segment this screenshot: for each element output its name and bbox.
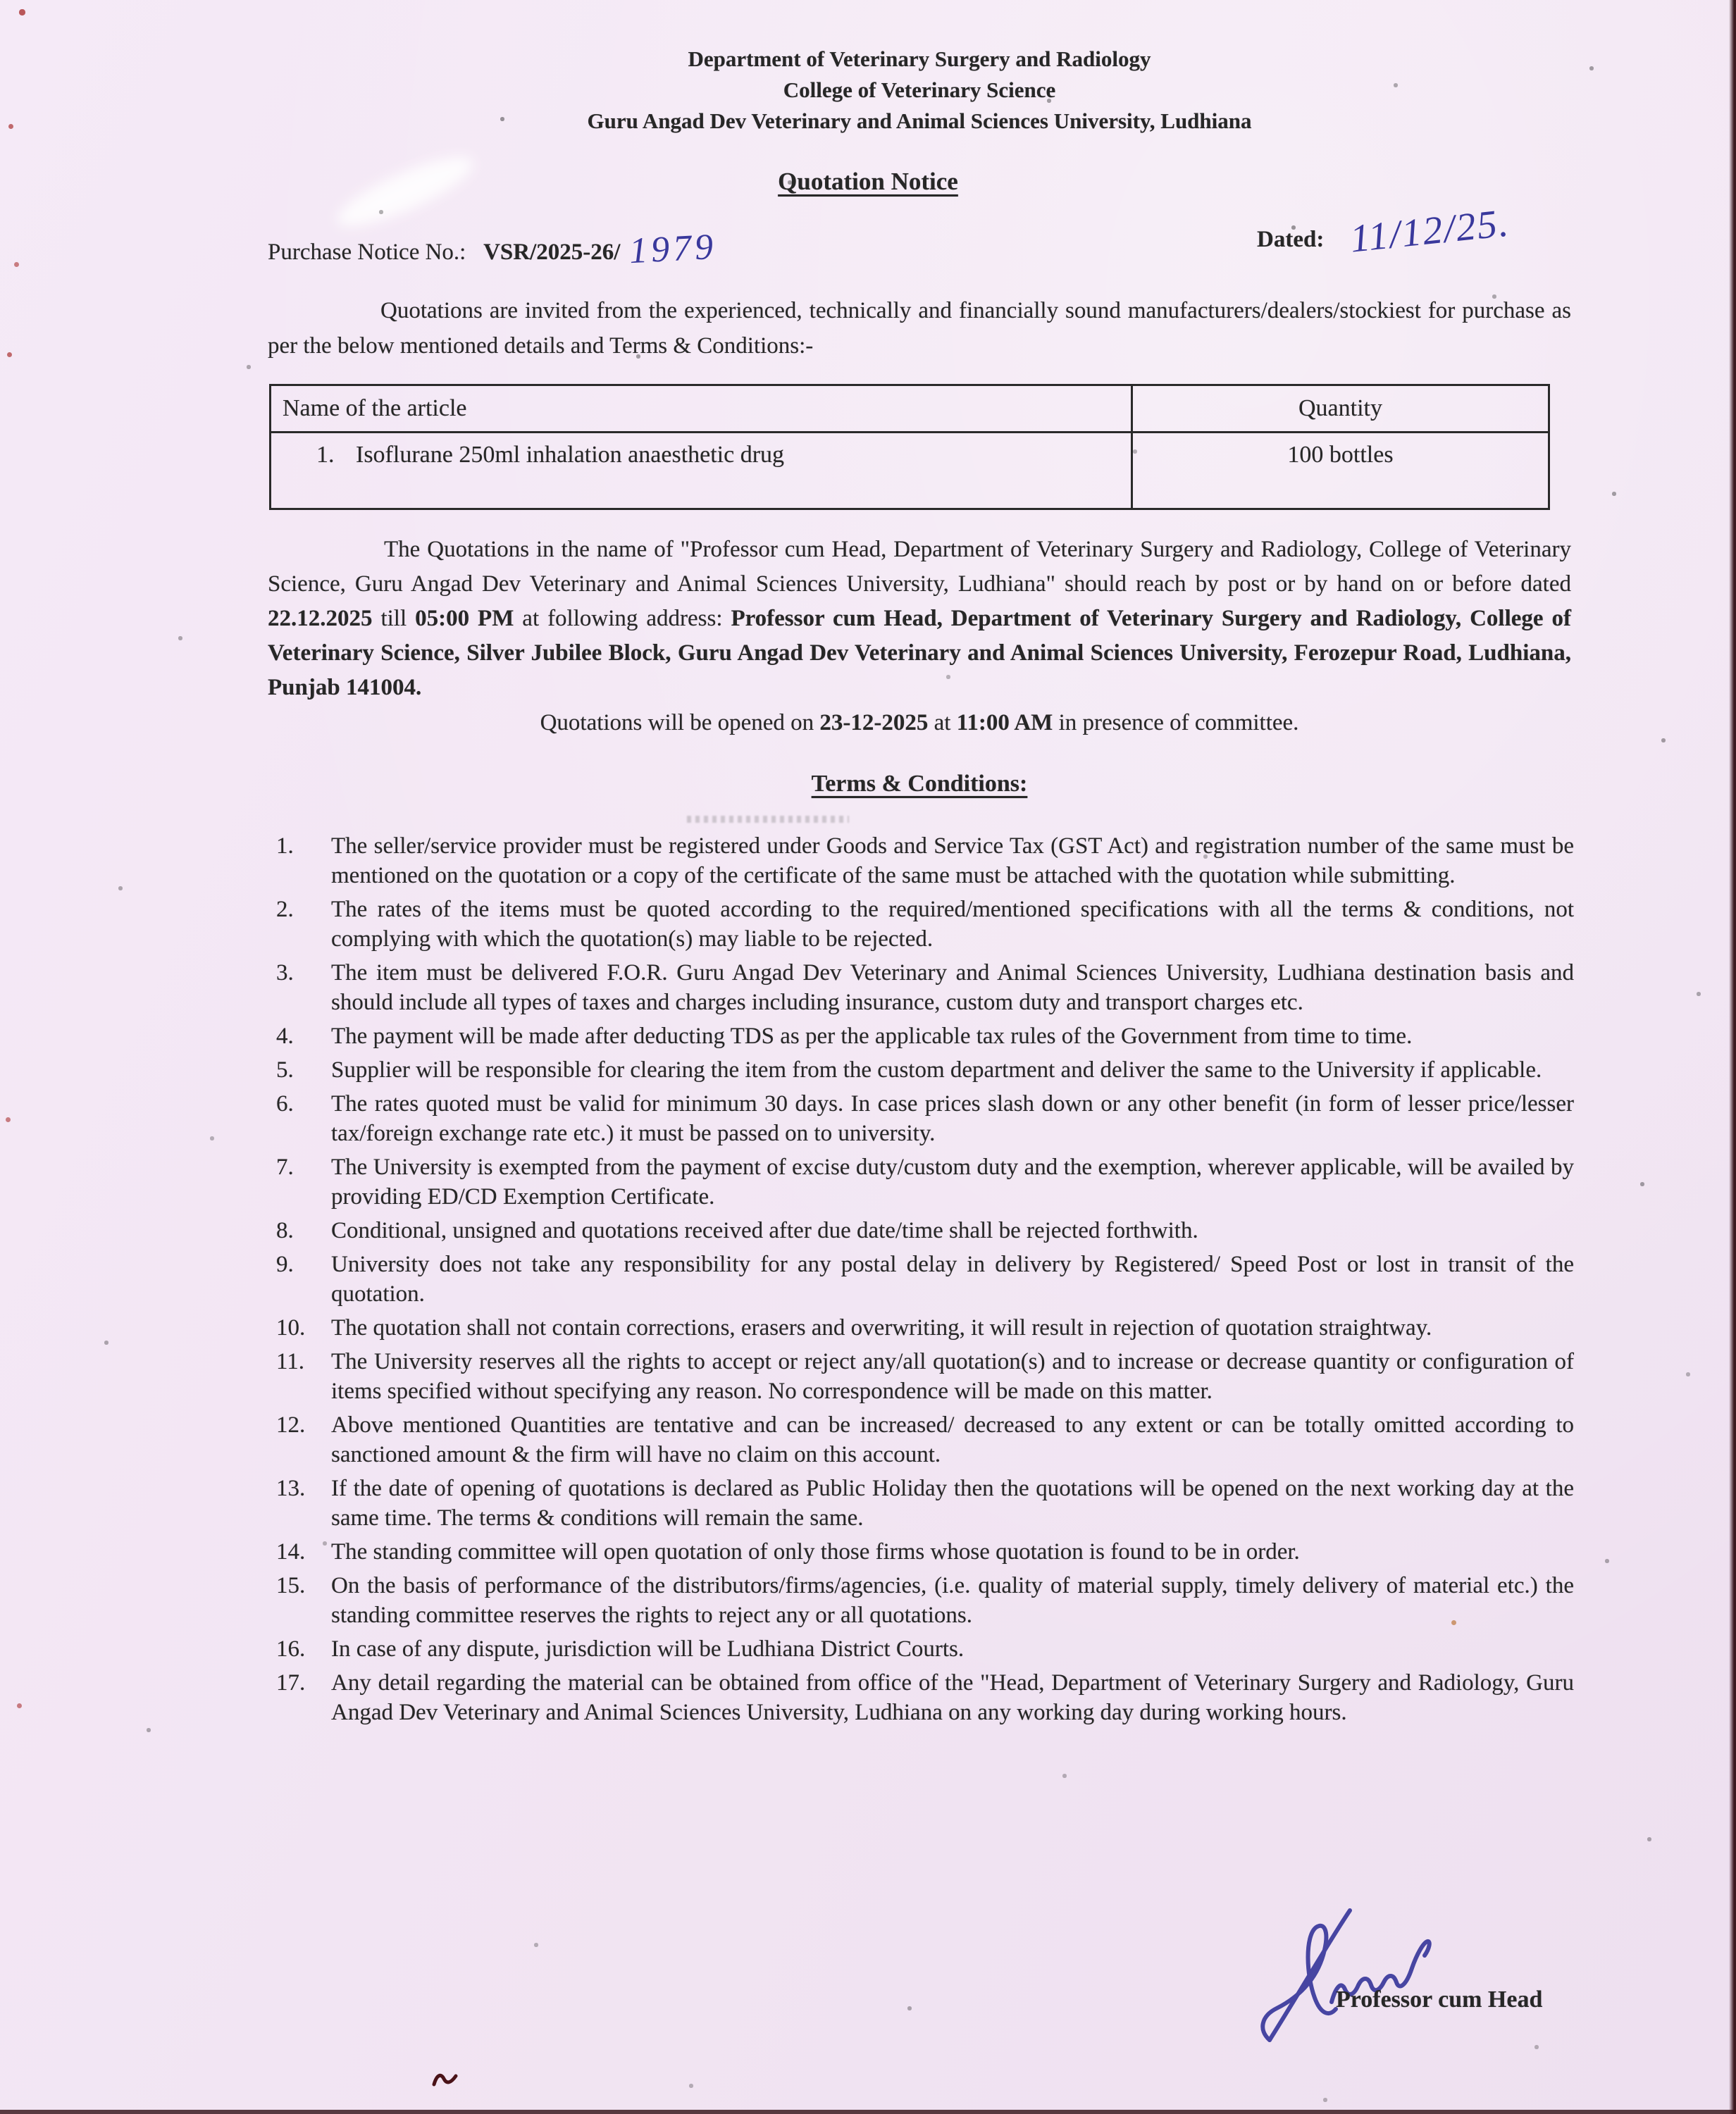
term-item bbox=[276, 895, 1574, 954]
term-text: The item must be delivered F.O.R. Guru Angad Dev Veterinary and Animal Sciences University, Ludhiana destination basis and should include all types of taxes and charges including insurance, custom duty and transport charges etc. bbox=[331, 960, 1574, 1015]
term-item bbox=[276, 1152, 1574, 1212]
term-item bbox=[276, 1347, 1574, 1406]
term-number: 1. bbox=[276, 833, 294, 859]
term-number: 3. bbox=[276, 960, 294, 986]
term-number: 9. bbox=[276, 1252, 294, 1277]
letterhead-department: Department of Veterinary Surgery and Radiology bbox=[688, 46, 1151, 71]
term-number: 12. bbox=[276, 1412, 306, 1438]
term-number: 8. bbox=[276, 1218, 294, 1243]
term-number: 13. bbox=[276, 1476, 306, 1501]
term-number: 6. bbox=[276, 1091, 294, 1117]
page-edge-right bbox=[1729, 0, 1736, 2114]
term-number: 2. bbox=[276, 897, 294, 922]
term-text: The seller/service provider must be registered under Goods and Service Tax (GST Act) and registration number of the same must be mentioned on the quotation or a copy of the certificate of the same must be attached with the quotation while submitting. bbox=[331, 833, 1574, 888]
submission-address: Professor cum Head, Department of Veterinary Surgery and Radiology, College of Veterinary Science, Silver Jubilee Block, Guru Angad Dev Veterinary and Animal Sciences University, Ferozepur Road, Ludhiana, Punjab 141004. bbox=[268, 606, 1571, 700]
term-text: The quotation shall not contain corrections, erasers and overwriting, it will result in rejection of quotation straightway. bbox=[331, 1315, 1432, 1341]
terms-heading: Terms & Conditions: bbox=[811, 771, 1028, 797]
term-text: The rates quoted must be valid for minimum 30 days. In case prices slash down or any other benefit (in form of lesser price/lesser tax/foreign exchange rate etc.) it must be passed on to university. bbox=[331, 1091, 1574, 1146]
intro-paragraph: Quotations are invited from the experienced, technically and financially sound manufacturers/dealers/stockiest for purchase as per the below mentioned details and Terms & Conditions:- bbox=[268, 298, 1571, 359]
submission-text: The Quotations in the name of "Professor cum Head, Department of Veterinary Surgery and Radiology, College of Veterinary Science, Guru Angad Dev Veterinary and Animal Sciences University, Ludhiana" should reach by post or by hand on or before dated bbox=[268, 537, 1571, 597]
bottom-ink-mark bbox=[431, 2070, 461, 2089]
dated-handwritten: 11/12/25. bbox=[1348, 201, 1512, 261]
opening-date: 23-12-2025 bbox=[819, 710, 929, 735]
term-number: 10. bbox=[276, 1315, 306, 1341]
term-number: 17. bbox=[276, 1670, 306, 1696]
term-text: Supplier will be responsible for clearing the item from the custom department and deliver the same to the University if applicable. bbox=[331, 1057, 1542, 1083]
article-quantity: 100 bottles bbox=[1132, 433, 1549, 509]
table-header-quantity: Quantity bbox=[1132, 385, 1549, 433]
term-item bbox=[276, 958, 1574, 1017]
term-item bbox=[276, 1021, 1574, 1051]
letterhead-university: Guru Angad Dev Veterinary and Animal Sciences University, Ludhiana bbox=[587, 108, 1252, 133]
submission-deadline-date: 22.12.2025 bbox=[268, 606, 373, 631]
purchase-notice-label: Purchase Notice No.: bbox=[268, 240, 466, 265]
term-text: If the date of opening of quotations is declared as Public Holiday then the quotations will be opened on the next working day at the same time. The terms & conditions will remain the same. bbox=[331, 1476, 1574, 1531]
term-item bbox=[276, 1668, 1574, 1727]
term-item bbox=[276, 1571, 1574, 1630]
signatory-title: Professor cum Head bbox=[1336, 1986, 1543, 2013]
term-text: The standing committee will open quotation of only those firms whose quotation is found to be in order. bbox=[331, 1539, 1300, 1565]
dated-label: Dated: bbox=[1257, 227, 1325, 252]
term-text: Above mentioned Quantities are tentative and can be increased/ decreased to any extent or can be totally omitted according to sanctioned amount & the firm will have no claim on this account. bbox=[331, 1412, 1574, 1467]
article-name: Isoflurane 250ml inhalation anaesthetic drug bbox=[356, 442, 785, 468]
term-item bbox=[276, 1250, 1574, 1309]
term-item bbox=[276, 1089, 1574, 1148]
term-number: 5. bbox=[276, 1057, 294, 1083]
term-item bbox=[276, 1410, 1574, 1469]
term-text: University does not take any responsibility for any postal delay in delivery by Registered/ Speed Post or lost in transit of the quotation. bbox=[331, 1252, 1574, 1307]
term-item bbox=[276, 1055, 1574, 1085]
term-item bbox=[276, 1474, 1574, 1533]
term-text: The rates of the items must be quoted according to the required/mentioned specifications with all the terms & conditions, not complying with which the quotation(s) may liable to be rejected. bbox=[331, 897, 1574, 952]
signature-ink bbox=[1246, 1898, 1457, 2053]
term-item bbox=[276, 831, 1574, 890]
article-serial: 1. bbox=[316, 442, 335, 468]
term-number: 4. bbox=[276, 1024, 294, 1049]
term-item bbox=[276, 1634, 1574, 1664]
term-text: The University is exempted from the payment of excise duty/custom duty and the exemption, wherever applicable, will be availed by providing ED/CD Exemption Certificate. bbox=[331, 1155, 1574, 1210]
term-text: In case of any dispute, jurisdiction will be Ludhiana District Courts. bbox=[331, 1636, 965, 1662]
submission-paragraph: The Quotations in the name of "Professor cum Head, Department of Veterinary Surgery and Radiology, College of Veterinary Science, Guru Angad Dev Veterinary and Animal Sciences University, Ludhiana" should reach by post or by hand on or before dated 22.12.2025 till 05:00 PM at following address: Professor cum Head, Department of Veterinary Surgery and Radiology, College of Veterinary Science, Silver Jubilee Block, Guru Angad Dev Veterinary and Animal Sciences University, Ferozepur Road, Ludhiana, Punjab 141004. bbox=[268, 537, 1571, 700]
opening-line: Quotations will be opened on 23-12-2025 at 11:00 AM in presence of committee. bbox=[540, 710, 1299, 735]
letterhead bbox=[268, 44, 1571, 137]
term-text: The payment will be made after deducting TDS as per the applicable tax rules of the Government from time to time. bbox=[331, 1024, 1413, 1049]
ink-smudge bbox=[687, 816, 849, 823]
term-item bbox=[276, 1313, 1574, 1343]
table-row bbox=[271, 433, 1549, 509]
table-header-row bbox=[271, 385, 1549, 433]
articles-table bbox=[269, 384, 1550, 510]
page-edge-bottom bbox=[0, 2110, 1736, 2114]
purchase-notice-number: VSR/2025-26/ bbox=[483, 240, 621, 265]
term-text: Any detail regarding the material can be obtained from office of the "Head, Department of Veterinary Surgery and Radiology, Guru Angad Dev Veterinary and Animal Sciences University, Ludhiana on any working day during working hours. bbox=[331, 1670, 1574, 1725]
letterhead-college: College of Veterinary Science bbox=[783, 77, 1056, 102]
opening-time: 11:00 AM bbox=[956, 710, 1053, 735]
terms-list bbox=[276, 831, 1574, 1731]
term-number: 15. bbox=[276, 1573, 306, 1598]
quotation-notice-title: Quotation Notice bbox=[778, 168, 958, 195]
term-item bbox=[276, 1216, 1574, 1245]
term-text: The University reserves all the rights to accept or reject any/all quotation(s) and to increase or decrease quantity or configuration of items specified without specifying any reason. No correspondence will be made on this matter. bbox=[331, 1349, 1574, 1404]
term-number: 11. bbox=[276, 1349, 305, 1374]
term-text: Conditional, unsigned and quotations received after due date/time shall be rejected forthwith. bbox=[331, 1218, 1198, 1243]
purchase-notice-number-handwritten: 1979 bbox=[628, 226, 718, 272]
term-item bbox=[276, 1537, 1574, 1567]
paper-red-speckles bbox=[0, 0, 2, 2]
term-number: 16. bbox=[276, 1636, 306, 1662]
submission-deadline-time: 05:00 PM bbox=[415, 606, 514, 631]
term-number: 7. bbox=[276, 1155, 294, 1180]
term-text: On the basis of performance of the distributors/firms/agencies, (i.e. quality of material supply, timely delivery of material etc.) the standing committee reserves the rights to reject any or all quotations. bbox=[331, 1573, 1574, 1628]
table-header-article: Name of the article bbox=[271, 385, 1132, 433]
term-number: 14. bbox=[276, 1539, 306, 1565]
